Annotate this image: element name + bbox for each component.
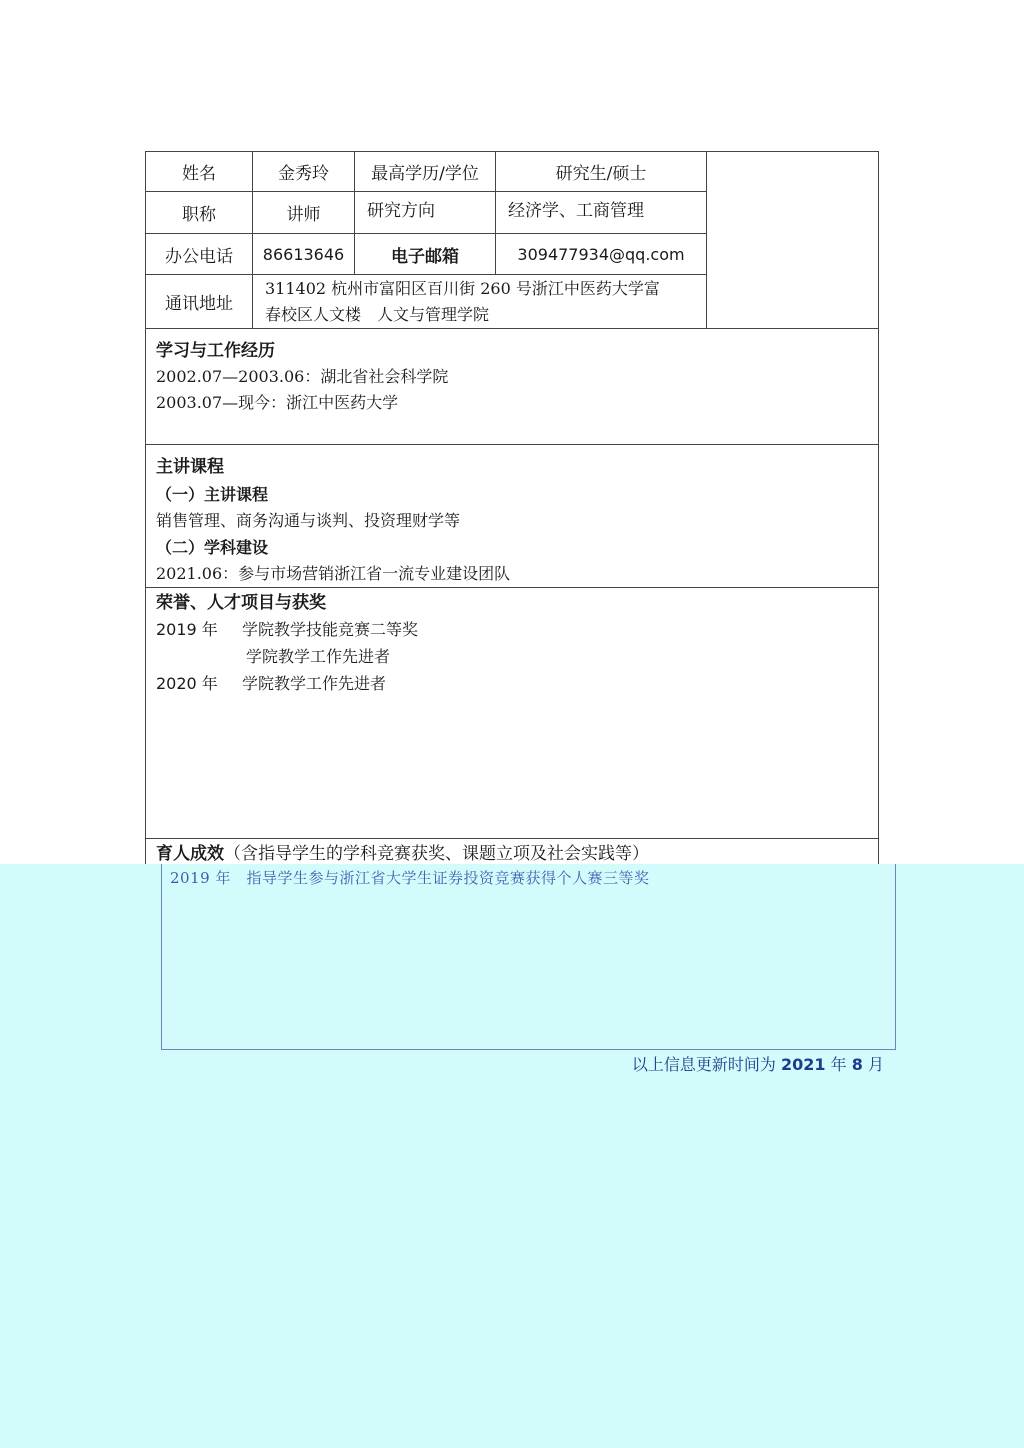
honors-section (146, 588, 879, 839)
address-value (253, 275, 707, 329)
honor-year: 2020 年 (156, 674, 218, 693)
row-honors (146, 588, 879, 839)
courses-list: 销售管理、商务沟通与谈判、投资理财学等 (156, 511, 461, 530)
overlay-panel (0, 864, 1024, 1448)
education-note: （含指导学生的学科竞赛获奖、课题立项及社会实践等） (224, 844, 649, 864)
email-value: 309477934@qq.com (496, 234, 707, 275)
honor-text: 学院教学工作先进者 (242, 674, 387, 693)
profile-table (145, 151, 879, 899)
courses-heading: 主讲课程 (156, 457, 224, 477)
update-year: 2021 (781, 1055, 826, 1074)
honor-year: 2019 年 (156, 620, 218, 639)
row-courses (146, 445, 879, 588)
name-value: 金秀玲 (253, 152, 355, 192)
address-line-1: 311402 杭州市富阳区百川街 260 号浙江中医药大学富 (265, 278, 660, 298)
experience-item: 2003.07—现今：浙江中医药大学 (156, 393, 399, 412)
experience-heading: 学习与工作经历 (156, 341, 275, 361)
honor-row (156, 670, 868, 697)
phone-value: 86613646 (253, 234, 355, 275)
research-label: 研究方向 (355, 192, 496, 234)
experience-item: 2002.07—2003.06：湖北省社会科学院 (156, 367, 449, 386)
title-label: 职称 (146, 192, 253, 234)
honor-year (156, 643, 246, 670)
row-name (146, 152, 879, 192)
honor-row (156, 616, 868, 643)
education-heading: 育人成效 (156, 844, 224, 864)
education-achievement: 2019 年 指导学生参与浙江省大学生证券投资竞赛获得个人赛三等奖 (170, 869, 650, 887)
photo-cell (707, 152, 879, 329)
honors-heading: 荣誉、人才项目与获奖 (156, 593, 326, 613)
courses-sub-heading-2: （二）学科建设 (156, 538, 269, 557)
update-month: 8 (851, 1055, 863, 1074)
update-prefix: 以上信息更新时间为 (631, 1055, 776, 1074)
honor-text: 学院教学工作先进者 (246, 647, 391, 666)
phone-label: 办公电话 (146, 234, 253, 275)
name-label: 姓名 (146, 152, 253, 192)
discipline-construction: 2021.06：参与市场营销浙江省一流专业建设团队 (156, 564, 511, 583)
update-year-unit: 年 (830, 1055, 847, 1074)
title-value: 讲师 (253, 192, 355, 234)
courses-section (146, 445, 879, 588)
email-label: 电子邮箱 (355, 234, 496, 275)
row-experience (146, 329, 879, 445)
update-month-unit: 月 (867, 1055, 884, 1074)
research-value: 经济学、工商管理 (496, 192, 707, 234)
address-line-2: 春校区人文楼 人文与管理学院 (265, 304, 490, 324)
address-label: 通讯地址 (146, 275, 253, 329)
honor-row (156, 643, 868, 670)
overlay-box (161, 864, 896, 1050)
experience-section (146, 329, 879, 445)
honor-text: 学院教学技能竞赛二等奖 (242, 620, 419, 639)
update-note (632, 1052, 884, 1075)
degree-label: 最高学历/学位 (355, 152, 496, 192)
courses-sub-heading-1: （一）主讲课程 (156, 485, 269, 504)
degree-value: 研究生/硕士 (496, 152, 707, 192)
